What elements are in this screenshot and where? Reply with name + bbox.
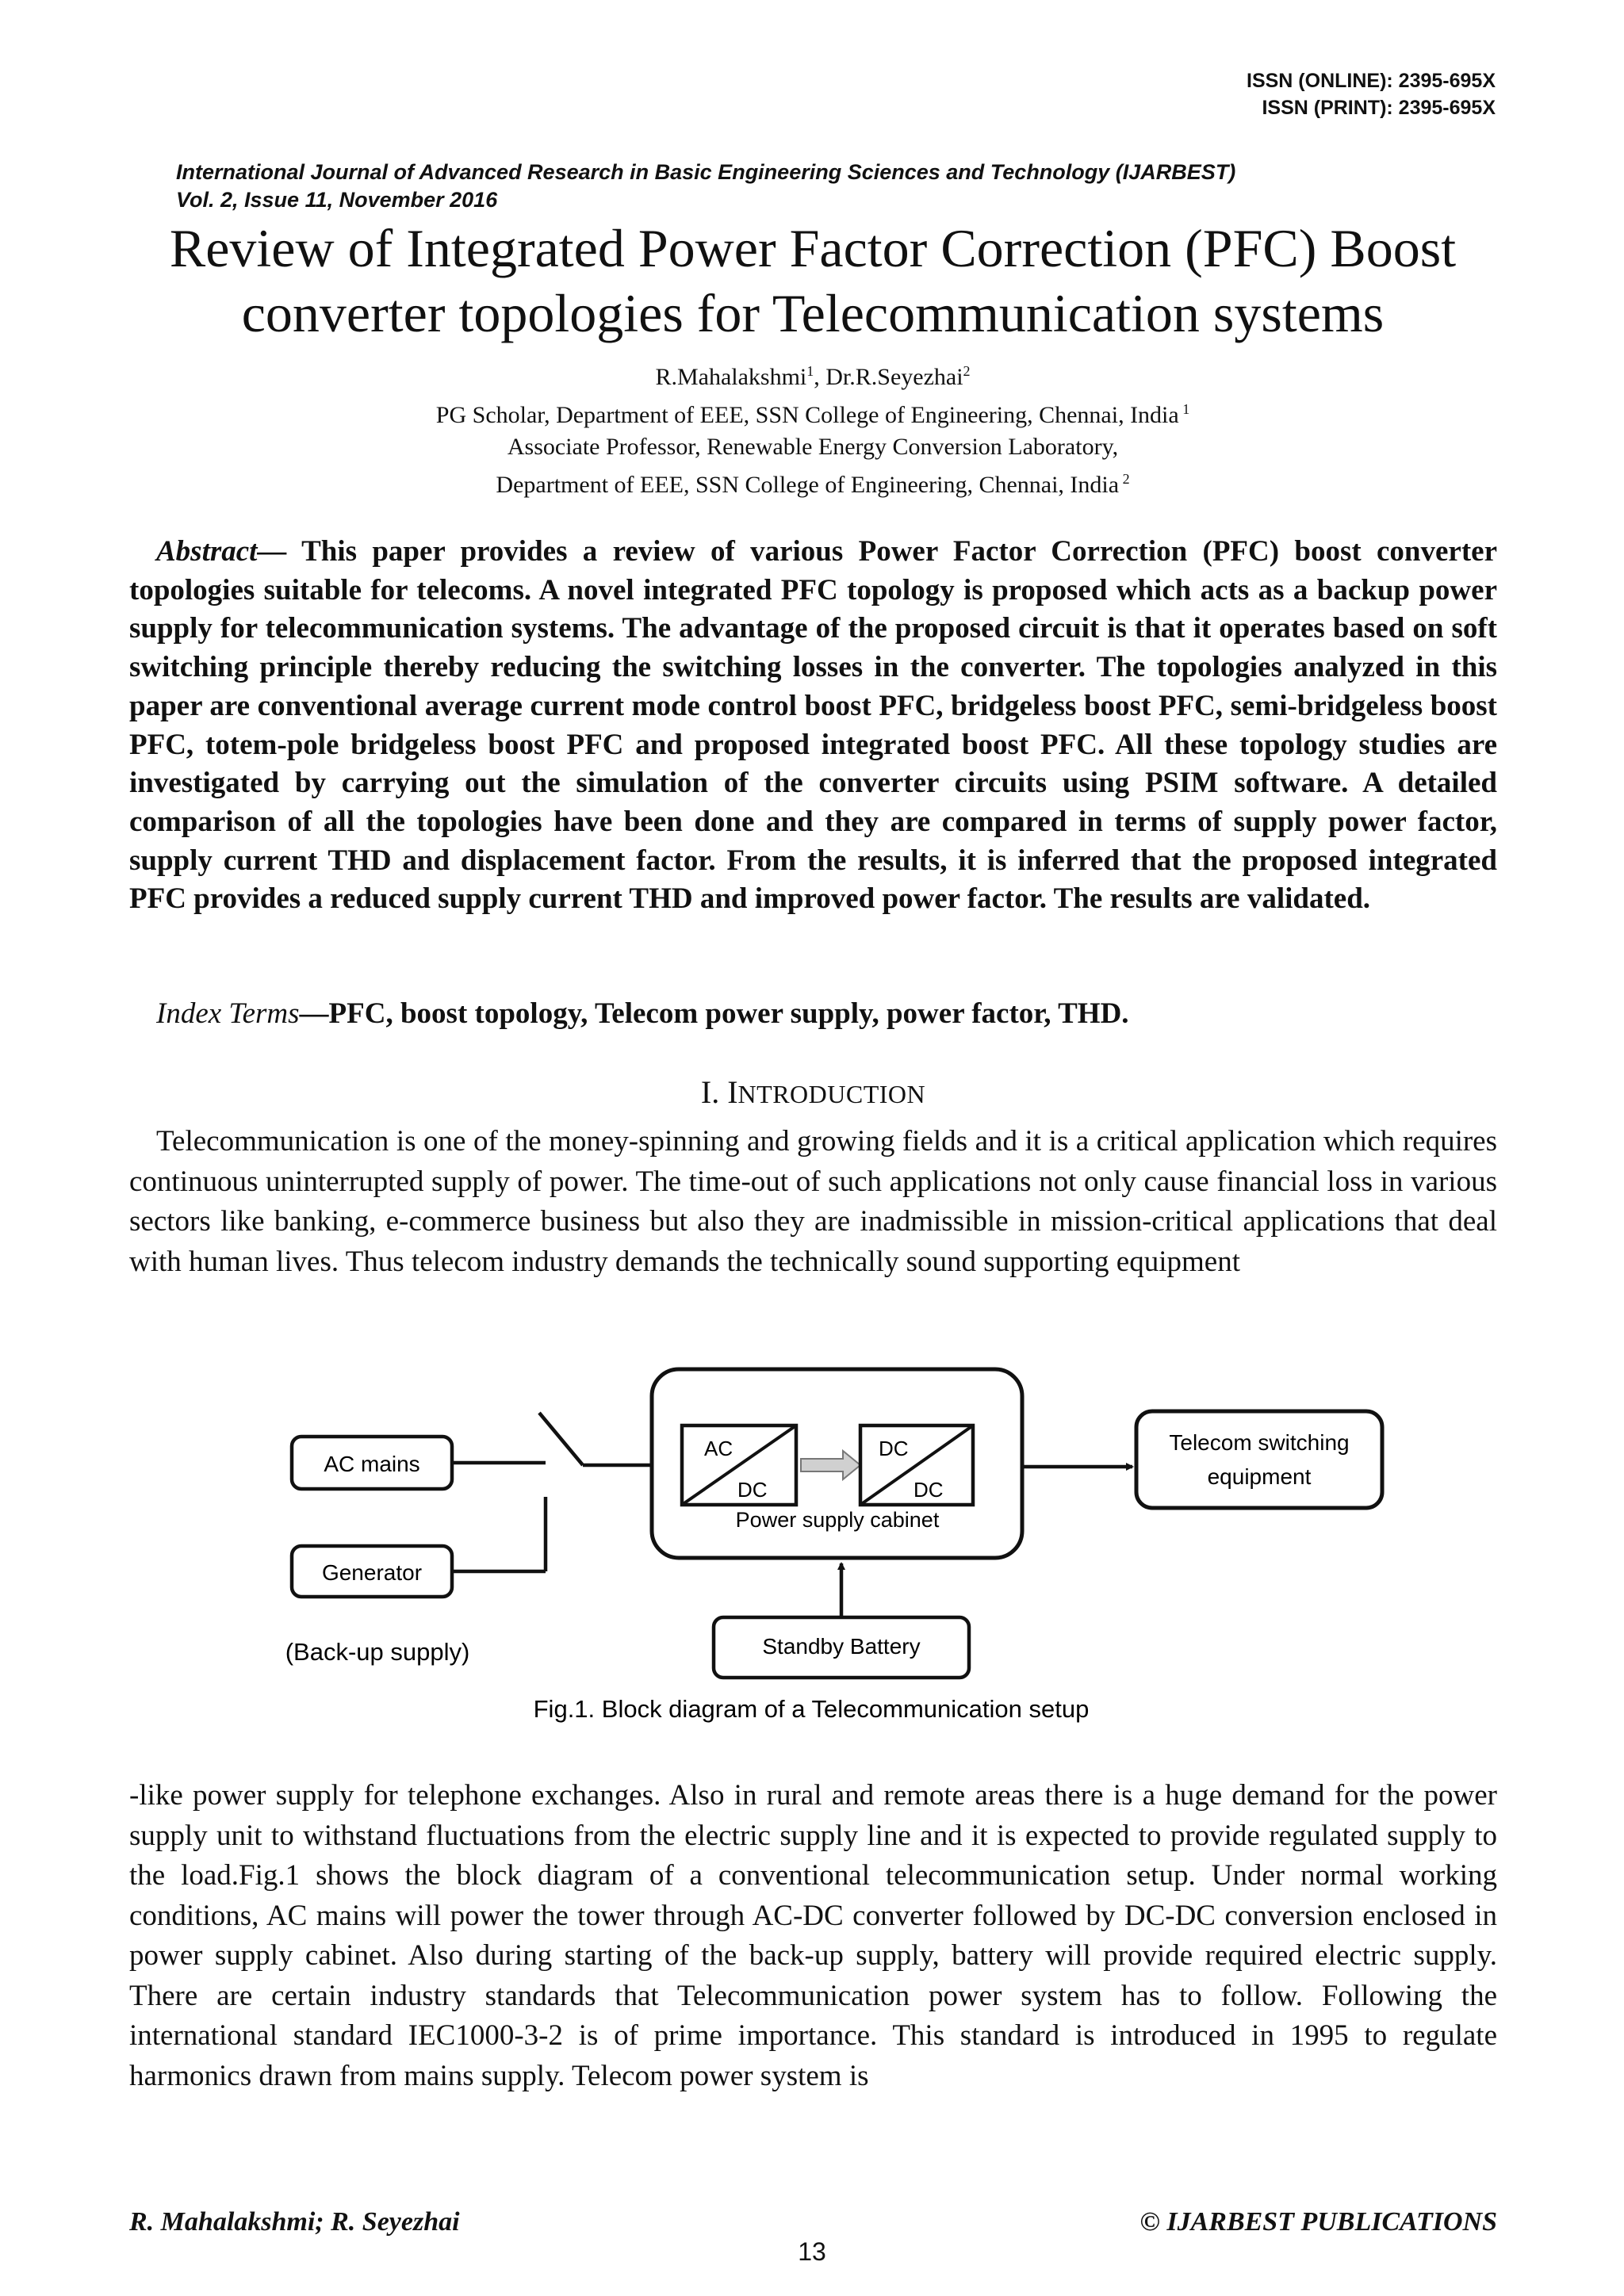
generator-label: Generator [321,1560,423,1585]
index-terms-text: —PFC, boost topology, Telecom power supply, power factor, THD. [299,997,1129,1030]
journal-volume: Vol. 2, Issue 11, November 2016 [176,188,498,212]
intro-paragraph-1 [129,1122,1497,1282]
issn-print: ISSN (PRINT): 2395-695X [1262,97,1496,119]
affiliation-1-text: PG Scholar, Department of EEE, SSN College of Engineering, Chennai, India [435,402,1179,428]
ac-mains-label: AC mains [324,1452,420,1476]
affiliation-2: Associate Professor, Renewable Energy Conversion Laboratory, [507,434,1119,460]
index-terms [156,997,1504,1031]
figure-caption: Fig.1. Block diagram of a Telecommunication setup [533,1695,1090,1723]
author-2-sup: 2 [963,363,971,379]
abstract [129,533,1497,919]
dc-label-a: DC [737,1478,768,1502]
page-number: 13 [798,2237,826,2266]
telecom-equipment-box [1136,1411,1382,1508]
section-number: I. [700,1074,728,1110]
author-1: R.Mahalakshmi [655,364,807,390]
affiliation-3-sup: 2 [1119,471,1130,487]
affiliation-3-text: Department of EEE, SSN College of Engineering, Chennai, India [496,472,1120,498]
author-1-sup: 1 [806,363,814,379]
affiliation-1 [190,393,1435,431]
transfer-switch [539,1413,583,1465]
standby-battery-label: Standby Battery [762,1634,921,1659]
title-line-2: converter topologies for Telecommunication systems [241,283,1385,343]
affiliation-3 [190,463,1435,501]
abstract-text: This paper provides a review of various Power Factor Correction (PFC) boost converter topologies suitable for telecoms. A novel integrated PFC topology is proposed which acts as a backup power supply for telecommunication systems. The advantage of the proposed circuit is that it operates based on soft switching principle thereby reducing the switching losses in the converter. The topologies analyzed in this paper are conventional average current mode control boost PFC, bridgeless boost PFC, semi-bridgeless boost PFC, totem-pole bridgeless boost PFC and proposed integrated boost PFC. All these topology studies are investigated by carrying out the simulation of the converter circuits using PSIM software. A detailed comparison of all the topologies have been done and they are compared in terms of supply power factor, supply current THD and displacement factor. From the results, it is inferred that the proposed integrated PFC provides a reduced supply current THD and improved power factor. The results are validated. [129,535,1497,916]
dc-label-b: DC [879,1437,909,1460]
ac-label: AC [704,1437,733,1460]
journal-name: International Journal of Advanced Research in Basic Engineering Sciences and Technology (IJARBEST) [176,160,1236,184]
converter-arrow [801,1451,860,1479]
footer-publisher: © IJARBEST PUBLICATIONS [1139,2207,1497,2237]
authors-block [190,355,1435,501]
title-line-1: Review of Integrated Power Factor Correction (PFC) Boost [169,218,1457,278]
affiliation-1-sup: 1 [1178,401,1190,417]
paper-title [111,216,1515,346]
author-separator: , [814,364,826,390]
intro-paragraph-2: -like power supply for telephone exchanges. Also in rural and remote areas there is a huge demand for the power supply unit to withstand fluctuations from the electric supply line and it is expected to provide regulated supply to the load.Fig.1 shows the block diagram of a conventional telecommunication setup. Under normal working conditions, AC mains will power the tower through AC-DC converter followed by DC-DC conversion enclosed in power supply cabinet. Also during starting of the back-up supply, battery will provide required electric supply. There are certain industry standards that Telecommunication power system has to follow. Following the international standard IEC1000-3-2 is of prime importance. This standard is introduced in 1995 to regulate harmonics drawn from mains supply. Telecom power system is [129,1779,1497,2092]
cabinet-label: Power supply cabinet [735,1508,940,1532]
telecom-label-line-1: Telecom switching [1169,1430,1350,1455]
footer-authors: R. Mahalakshmi; R. Seyezhai [129,2207,460,2237]
page-footer [129,2207,1497,2237]
index-terms-lead: Index Terms [156,997,300,1030]
backup-supply-label: (Back-up supply) [285,1638,470,1666]
figure-1-block-diagram [0,1348,1624,1728]
section-title-rest: NTRODUCTION [737,1080,926,1108]
abstract-lead: Abstract— [156,535,287,568]
issn-online: ISSN (ONLINE): 2395-695X [1247,70,1496,92]
section-heading [129,1073,1497,1111]
author-line [190,355,1435,393]
author-2: Dr.R.Seyezhai [825,364,963,390]
dc-label-c: DC [914,1478,944,1502]
section-first-letter: I [727,1074,738,1110]
telecom-label-line-2: equipment [1207,1464,1312,1489]
intro-paragraph-1-text: Telecommunication is one of the money-spinning and growing fields and it is a critical application which requires continuous uninterrupted supply of power. The time-out of such applications not only cause financial loss in various sectors like banking, e-commerce business but also they are inadmissible in mission-critical applications that deal with human lives. Thus telecom industry demands the technically sound supporting equipment [129,1125,1497,1278]
